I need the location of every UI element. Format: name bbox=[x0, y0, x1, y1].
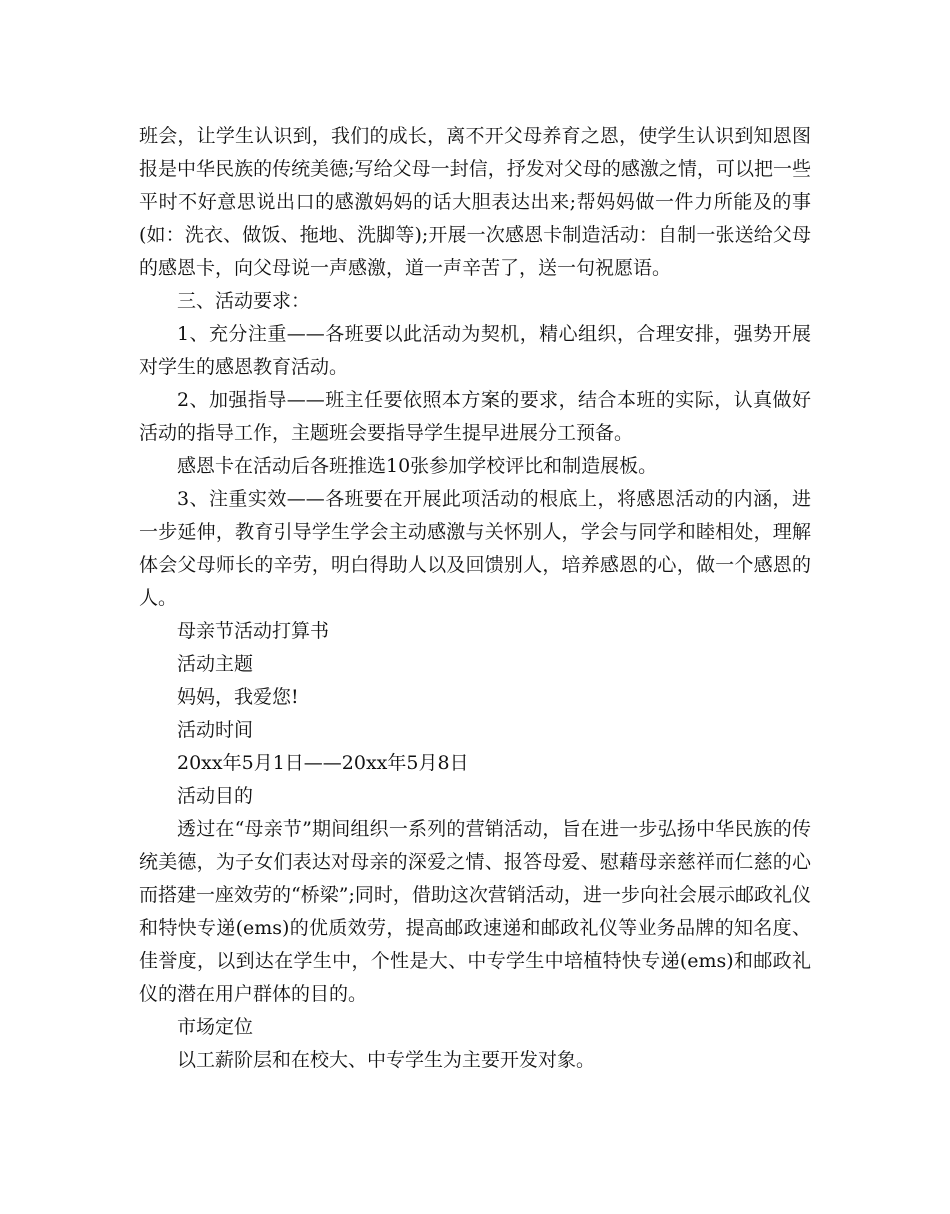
document-title-mothers-day-plan: 母亲节活动打算书 bbox=[177, 620, 330, 642]
paragraph: 3、注重实效——各班要在开展此项活动的根底上，将感恩活动的内涵，进一步延伸，教育引导学生学会主动感激与关怀别人，学会与同学和睦相处，理解体会父母师长的辛劳，明白得助人以及回馈别人，培养感恩的心，做一个感恩的人。 bbox=[139, 488, 811, 609]
paragraph: 2、加强指导——班主任要依照本方案的要求，结合本班的实际，认真做好活动的指导工作，主题班会要指导学生提早进展分工预备。 bbox=[139, 389, 811, 444]
section-heading-purpose: 活动目的 bbox=[177, 785, 254, 807]
paragraph: 1、充分注重——各班要以此活动为契机，精心组织，合理安排，强势开展对学生的感恩教育活动。 bbox=[139, 323, 811, 378]
section-heading-activity-requirements: 三、活动要求： bbox=[177, 290, 311, 312]
section-heading-market-positioning: 市场定位 bbox=[177, 1016, 254, 1038]
section-heading-time: 活动时间 bbox=[177, 719, 254, 741]
section-heading-theme: 活动主题 bbox=[177, 653, 254, 675]
paragraph: 班会，让学生认识到，我们的成长，离不开父母养育之恩，使学生认识到知恩图报是中华民族的传统美德;写给父母一封信，抒发对父母的感激之情，可以把一些平时不好意思说出口的感激妈妈的话大胆表达出来;帮妈妈做一件力所能及的事(如：洗衣、做饭、拖地、洗脚等);开展一次感恩卡制造活动：自制一张送给父母的感恩卡，向父母说一声感激，道一声辛苦了，送一句祝愿语。 bbox=[139, 125, 811, 279]
document-body bbox=[139, 120, 811, 1077]
paragraph: 感恩卡在活动后各班推选10张参加学校评比和制造展板。 bbox=[177, 455, 658, 477]
paragraph: 透过在“母亲节”期间组织一系列的营销活动，旨在进一步弘扬中华民族的传统美德，为子女们表达对母亲的深爱之情、报答母爱、慰藉母亲慈祥而仁慈的心而搭建一座效劳的“桥梁”;同时，借助这次营销活动，进一步向社会展示邮政礼仪和特快专递(ems)的优质效劳，提高邮政速递和邮政礼仪等业务品牌的知名度、佳誉度，以到达在学生中，个性是大、中专学生中培植特快专递(ems)和邮政礼仪的潜在用户群体的目的。 bbox=[139, 818, 811, 1005]
paragraph: 妈妈，我爱您! bbox=[177, 686, 299, 708]
paragraph-date-range: 20xx年5月1日——20xx年5月8日 bbox=[177, 752, 469, 774]
paragraph: 以工薪阶层和在校大、中专学生为主要开发对象。 bbox=[177, 1049, 596, 1071]
